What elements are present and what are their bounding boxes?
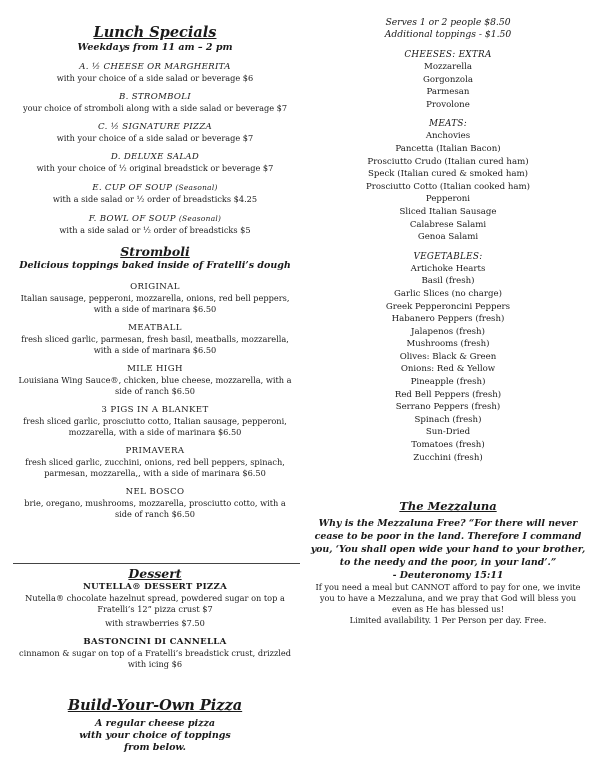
dessert-item-desc: Nutella® chocolate hazelnut spread, powdered sugar on top a (25, 593, 285, 603)
lunch-item-desc: your choice of stromboli along with a side salad or beverage $7 (22, 103, 288, 113)
lunch-item-name: A. ½ CHEESE OR MARGHERITA (79, 62, 231, 72)
stromboli-item-desc: Louisiana Wing Sauce®, chicken, blue cheese, mozzarella, with a (18, 375, 292, 385)
byo-section (10, 697, 300, 754)
mezzaluna-quote-line: Why is the Mezzaluna Free? “For there will never (318, 518, 578, 529)
lunch-item (10, 213, 300, 236)
stromboli-item-desc: side of ranch $6.50 (114, 386, 196, 396)
stromboli-item-desc: parmesan, mozzarella,, with a side of marinara $6.50 (44, 468, 266, 478)
mezzaluna-body-line: even as He has blessed us! (392, 604, 504, 614)
stromboli-item-desc: fresh sliced garlic, zucchini, onions, red bell peppers, spinach, (25, 457, 285, 467)
stromboli-item (10, 364, 300, 397)
topping-item: Garlic Slices (no charge) (394, 288, 502, 299)
topping-item: Zucchini (fresh) (413, 452, 483, 463)
dessert-item-name: NUTELLA® DESSERT PIZZA (82, 582, 228, 592)
topping-item: Tomatoes (fresh) (411, 440, 485, 451)
toppings-category: VEGETABLES: (413, 251, 483, 262)
topping-item: Parmesan (426, 87, 470, 98)
dessert-item-desc: with icing $6 (127, 659, 183, 669)
mezzaluna-section (306, 498, 590, 626)
lunch-item-desc: with your choice of a side salad or beverage $6 (56, 73, 254, 83)
stromboli-title: Stromboli (120, 244, 190, 259)
topping-item: Pepperoni (425, 194, 471, 205)
lunch-item-name: F. BOWL OF SOUP (88, 214, 176, 224)
topping-item: Red Bell Peppers (fresh) (394, 389, 502, 400)
stromboli-item-name: MEATBALL (128, 323, 182, 333)
stromboli-subtitle: Delicious toppings baked inside of Fratelli’s dough (19, 260, 291, 271)
dessert-title: Dessert (128, 566, 182, 581)
lunch-specials-title: Lunch Specials (93, 24, 217, 41)
topping-item: Basil (fresh) (421, 276, 475, 287)
stromboli-item-desc: fresh sliced garlic, parmesan, fresh basil, meatballs, mozzarella, (21, 334, 289, 344)
topping-item: Gorgonzola (423, 74, 473, 85)
stromboli-item (10, 282, 300, 315)
right-column (312, 0, 584, 464)
topping-item: Onions: Red & Yellow (400, 364, 496, 375)
dessert-item-desc: Fratelli’s 12” pizza crust $7 (97, 604, 213, 614)
vegetable-list (312, 263, 584, 465)
stromboli-item-desc: mozzarella, with a side of marinara $6.50 (68, 427, 242, 437)
toppings-category: MEATS: (429, 119, 467, 130)
dessert-section (10, 566, 300, 678)
topping-item: Greek Pepperoncini Peppers (385, 301, 511, 312)
lunch-item-name: D. DELUXE SALAD (110, 152, 200, 162)
lunch-item-name: E. CUP OF SOUP (92, 183, 173, 193)
lunch-item (10, 182, 300, 205)
byo-title: Build-Your-Own Pizza (67, 697, 243, 714)
lunch-specials-subtitle: Weekdays from 11 am – 2 pm (77, 42, 233, 53)
meat-list (312, 130, 584, 243)
stromboli-item-desc: fresh sliced garlic, prosciutto cotto, Italian sausage, pepperoni, (23, 416, 287, 426)
topping-item: Jalapenos (fresh) (411, 326, 485, 337)
mezzaluna-quote-line: cease to be poor in the land. Therefore I command (314, 531, 582, 542)
stromboli-item-name: 3 PIGS IN A BLANKET (101, 405, 209, 415)
topping-item: Mushrooms (fresh) (406, 339, 490, 350)
dessert-item-name: BASTONCINI DI CANNELLA (83, 637, 227, 647)
stromboli-item-name: MILE HIGH (127, 364, 183, 374)
byo-line: A regular cheese pizza (94, 718, 216, 729)
seasonal-note: (Seasonal) (178, 214, 222, 223)
mezzaluna-body-line: If you need a meal but CANNOT afford to pay for one, we invite (315, 582, 581, 592)
topping-item: Artichoke Hearts (410, 263, 486, 274)
topping-item: Prosciutto Crudo (Italian cured ham) (367, 156, 529, 167)
stromboli-item-desc: Italian sausage, pepperoni, mozzarella, onions, red bell peppers, (20, 293, 290, 303)
dessert-item-desc: cinnamon & sugar on top of a Fratelli’s breadstick crust, drizzled (19, 648, 291, 658)
cheese-list (312, 61, 584, 111)
topping-item: Spinach (fresh) (414, 414, 482, 425)
stromboli-item-desc: with a side of marinara $6.50 (93, 345, 217, 355)
lunch-item-name: C. ½ SIGNATURE PIZZA (98, 122, 212, 132)
mezzaluna-quote-citation: - Deuteronomy 15:11 (392, 570, 504, 581)
stromboli-item (10, 323, 300, 356)
topping-item: Serrano Peppers (fresh) (395, 402, 501, 413)
topping-item: Anchovies (425, 131, 471, 142)
lunch-item (10, 122, 300, 144)
left-column (10, 0, 300, 528)
lunch-item-name: B. STROMBOLI (119, 92, 191, 102)
topping-item: Speck (Italian cured & smoked ham) (367, 169, 528, 180)
stromboli-item-name: NEL BOSCO (125, 487, 185, 497)
lunch-item-desc: with a side salad or ½ order of breadsticks $5 (59, 225, 251, 235)
mezzaluna-quote-line: you, ‘You shall open wide your hand to your brother, (310, 544, 586, 555)
stromboli-item-name: PRIMAVERA (125, 446, 185, 456)
byo-line: with your choice of toppings (79, 730, 231, 741)
lunch-item (10, 62, 300, 84)
section-divider (13, 563, 300, 564)
seasonal-note: (Seasonal) (175, 183, 218, 192)
pricing-serves: Serves 1 or 2 people $8.50 (385, 17, 511, 28)
mezzaluna-quote-line: to the needy and the poor, in your land’.” (339, 557, 557, 568)
mezzaluna-body-line: Limited availability. 1 Per Person per day. Free. (349, 615, 547, 625)
dessert-item-desc: with strawberries $7.50 (105, 618, 205, 628)
toppings-category: CHEESES: EXTRA (404, 50, 492, 60)
stromboli-item (10, 446, 300, 479)
pricing-additional: Additional toppings - $1.50 (384, 29, 512, 40)
stromboli-item-name: ORIGINAL (130, 282, 180, 292)
topping-item: Olives: Black & Green (399, 351, 497, 362)
topping-item: Sliced Italian Sausage (399, 206, 497, 217)
lunch-item-desc: with your choice of a side salad or beverage $7 (56, 133, 254, 143)
topping-item: Calabrese Salami (409, 219, 487, 230)
topping-item: Provolone (426, 99, 470, 110)
stromboli-item-desc: side of ranch $6.50 (114, 509, 196, 519)
topping-item: Pancetta (Italian Bacon) (395, 143, 501, 154)
topping-item: Genoa Salami (417, 232, 479, 243)
mezzaluna-title: The Mezzaluna (399, 499, 497, 513)
lunch-item-desc: with your choice of ½ original breadstick or beverage $7 (36, 163, 274, 173)
stromboli-item-desc: brie, oregano, mushrooms, mozzarella, prosciutto cotto, with a (24, 498, 286, 508)
topping-item: Prosciutto Cotto (Italian cooked ham) (365, 181, 530, 192)
lunch-item-desc: with a side salad or ½ order of breadsticks $4.25 (52, 194, 258, 204)
stromboli-item (10, 487, 300, 520)
stromboli-item-desc: with a side of marinara $6.50 (93, 304, 217, 314)
mezzaluna-body-line: you to have a Mezzaluna, and we pray that God will bless you (319, 593, 577, 603)
byo-line: from below. (124, 742, 186, 753)
dessert-item (10, 582, 300, 629)
dessert-item (10, 637, 300, 670)
topping-item: Mozzarella (424, 62, 472, 72)
topping-item: Pineapple (fresh) (410, 377, 486, 388)
stromboli-item (10, 405, 300, 438)
lunch-item (10, 92, 300, 114)
topping-item: Habanero Peppers (fresh) (391, 314, 505, 325)
topping-item: Sun-Dried (425, 427, 471, 438)
lunch-item (10, 152, 300, 174)
